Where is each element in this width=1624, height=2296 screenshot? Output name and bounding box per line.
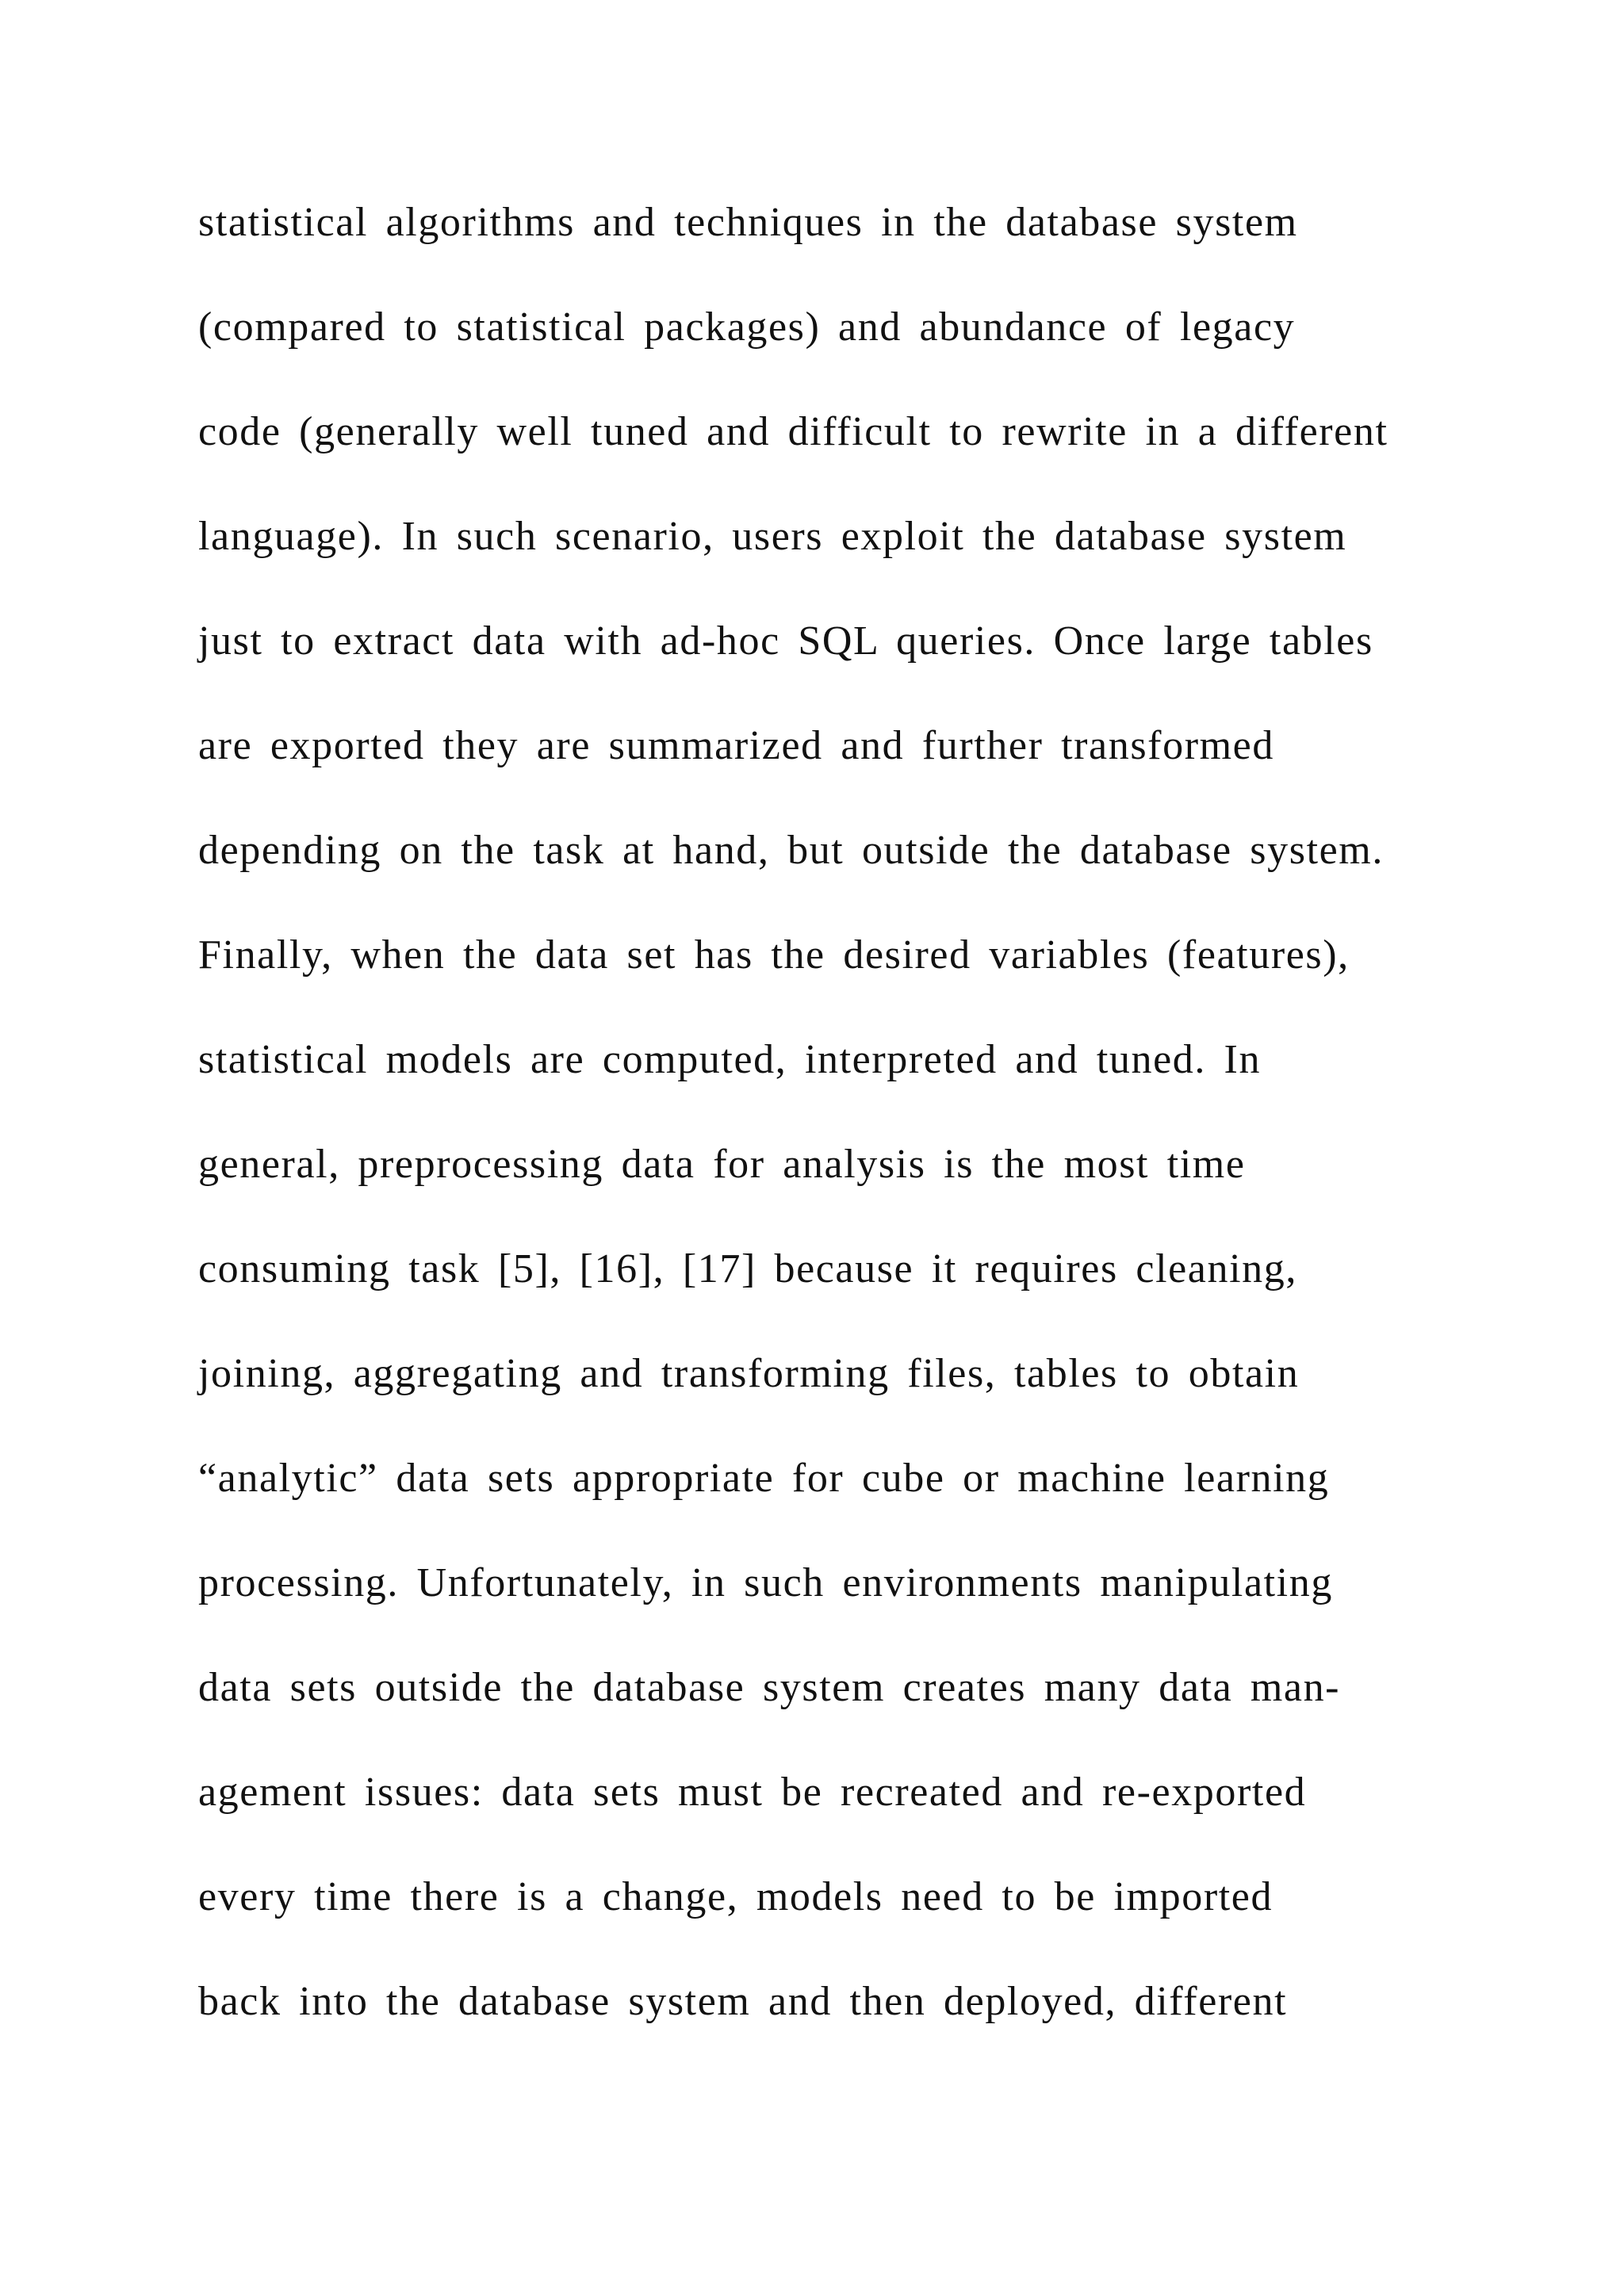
text-line-2: (compared to statistical packages) and abundance of legacy [198,304,1296,350]
text-line-4: language). In such scenario, users exploit the database system [198,514,1347,559]
text-line-6: are exported they are summarized and further transformed [198,723,1274,768]
text-line-12: joining, aggregating and transforming files, tables to obtain [198,1351,1300,1396]
text-line-8: Finally, when the data set has the desired variables (features), [198,932,1350,978]
text-line-10: general, preprocessing data for analysis is the most time [198,1142,1246,1187]
text-line-14: processing. Unfortunately, in such environments manipulating [198,1560,1333,1605]
text-line-17: every time there is a change, models need to be imported [198,1874,1274,1919]
text-line-1: statistical algorithms and techniques in the database system [198,200,1298,245]
body-text [198,190,1435,2074]
text-line-3: code (generally well tuned and difficult to rewrite in a different [198,409,1388,454]
text-line-16: agement issues: data sets must be recreated and re-exported [198,1770,1307,1815]
text-line-11: consuming task [5], [16], [17] because it requires cleaning, [198,1246,1297,1292]
text-line-15: data sets outside the database system creates many data man- [198,1665,1341,1710]
text-line-5: just to extract data with ad-hoc SQL queries. Once large tables [198,618,1373,664]
text-line-18: back into the database system and then deployed, different [198,1979,1288,2024]
text-line-9: statistical models are computed, interpreted and tuned. In [198,1037,1262,1082]
text-line-7: depending on the task at hand, but outside the database system. [198,828,1384,873]
text-line-13: “analytic” data sets appropriate for cube or machine learning [198,1456,1330,1501]
